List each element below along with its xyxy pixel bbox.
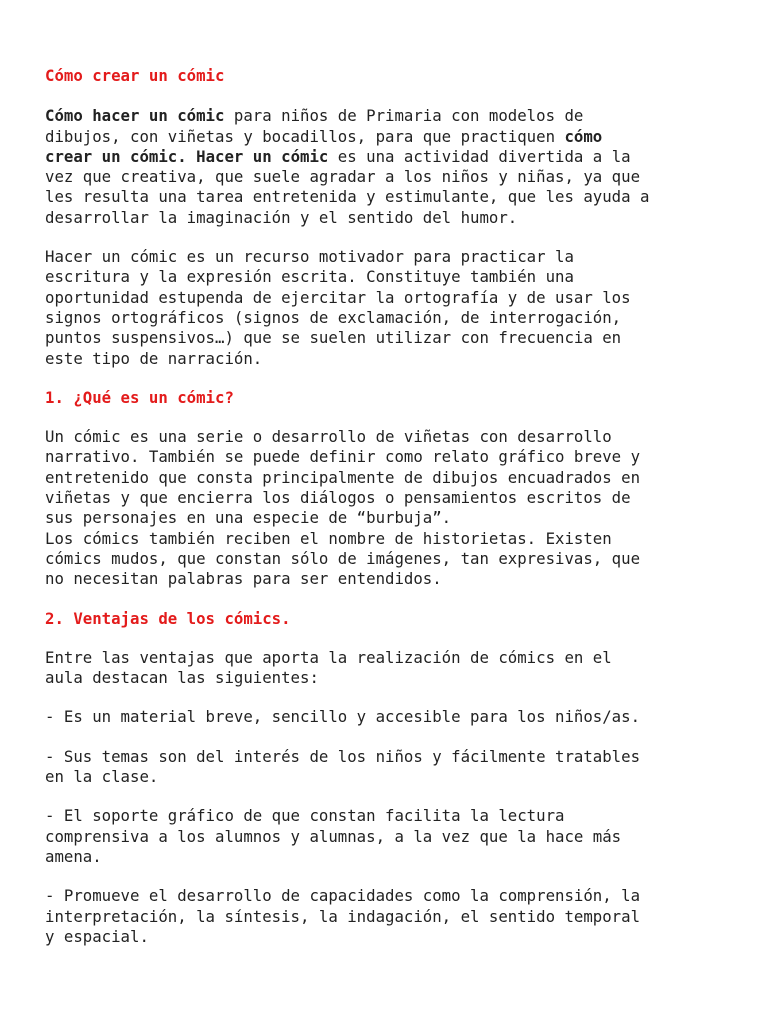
intro-text-1: para niños de Primaria con modelos de dibujos, con viñetas y bocadillos, para que practiquen	[45, 106, 584, 146]
intro-text-3: es una actividad divertida a la vez que creativa, que suele agradar a los niños y niñas, ya que les resulta una tarea entretenida y estimulante, que les ayuda a desarrollar la imaginación y el sentido del humor.	[45, 146, 650, 227]
intro-paragraph	[45, 106, 728, 228]
intro-text-2	[187, 147, 196, 166]
intro-bold-1: Cómo hacer un cómic	[45, 106, 225, 126]
section-2-heading: 2. Ventajas de los cómics.	[45, 608, 291, 628]
advantage-item: - Es un material breve, sencillo y accesible para los niños/as.	[45, 707, 641, 727]
section-1-body: Un cómic es una serie o desarrollo de viñetas con desarrollo narrativo. También se puede definir como relato gráfico breve y entretenido que consta principalmente de dibujos encuadrados en viñetas y que encierra los diálogos o pensamientos escritos de sus personajes en una especie de “burbuja”. Los cómics también reciben el nombre de historietas. Existen cómics mudos, que constan sólo de imágenes, tan expresivas, que no necesitan palabras para ser entendidos.	[45, 427, 641, 589]
advantage-item: - Sus temas son del interés de los niños y fácilmente tratables en la clase.	[45, 746, 641, 787]
advantage-item: - El soporte gráfico de que constan facilita la lectura comprensiva a los alumnos y alumnas, a la vez que la hace más amena.	[45, 806, 622, 866]
intro-bold-2: cómo crear un cómic.	[45, 126, 603, 166]
advantage-item: - Promueve el desarrollo de capacidades como la comprensión, la interpretación, la síntesis, la indagación, el sentido temporal y espacial.	[45, 886, 641, 946]
document-title: Cómo crear un cómic	[45, 66, 225, 85]
section-2-intro: Entre las ventajas que aporta la realización de cómics en el aula destacan las siguientes:	[45, 647, 612, 688]
section-1-heading: 1. ¿Qué es un cómic?	[45, 387, 234, 407]
motivation-paragraph: Hacer un cómic es un recurso motivador para practicar la escritura y la expresión escrita. Constituye también una oportunidad estupenda de ejercitar la ortografía y de usar los signos ortográficos (signos de exclamación, de interrogación, puntos suspensivos…) que se suelen utilizar con frecuencia en este tipo de narración.	[45, 247, 631, 368]
intro-bold-3: Hacer un cómic	[196, 146, 329, 166]
